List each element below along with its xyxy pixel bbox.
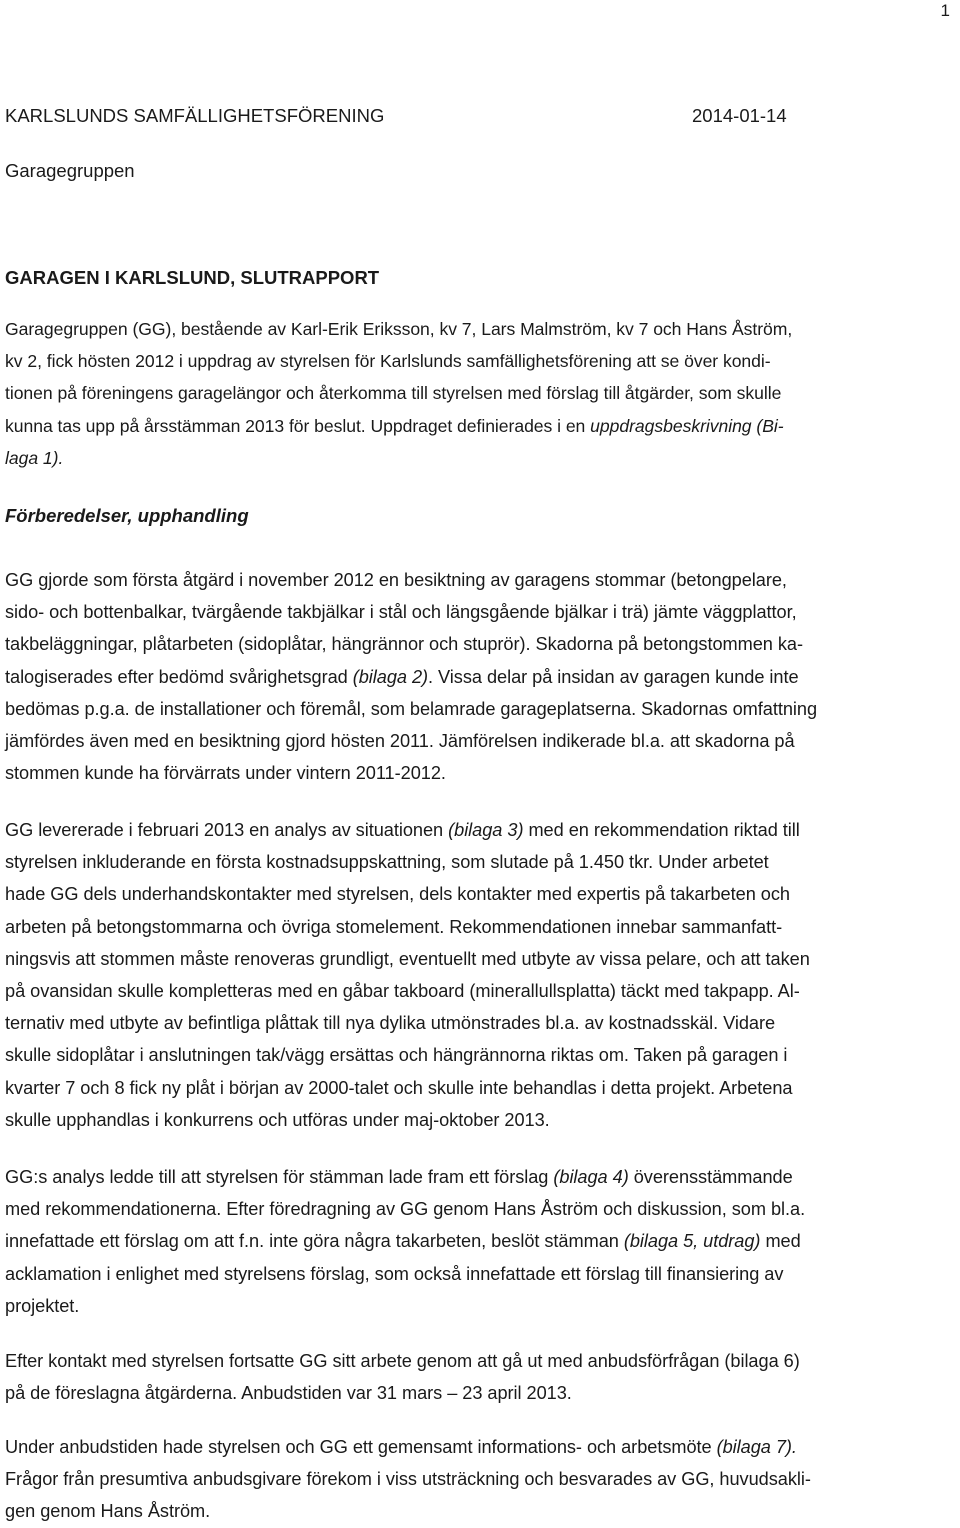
text-line: ningsvis att stommen måste renoveras grundligt, eventuellt med utbyte av vissa pelare, och att taken — [5, 948, 810, 969]
text-line: med rekommendationerna. Efter föredragning av GG genom Hans Åström och diskussion, som bl.a. — [5, 1199, 806, 1220]
text-line: skulle sidoplåtar i anslutningen tak/vägg ersättas och hängrännorna riktas om. Taken på garagen i — [5, 1045, 788, 1066]
text-line: GG levererade i februari 2013 en analys av situationen (bilaga 3) med en rekommendation riktad till — [5, 820, 800, 840]
paragraph-proposal — [5, 1161, 805, 1322]
paragraph-tender-period — [5, 1431, 811, 1528]
appendix-reference: (bilaga 5, utdrag) — [623, 1231, 761, 1252]
text-line: arbeten på betongstommarna och övriga stomelement. Rekommendationen innebar sammanfatt- — [5, 916, 783, 937]
text-line: acklamation i enlighet med styrelsens förslag, som också innefattade ett förslag till finansiering av — [5, 1263, 784, 1284]
text-line: Efter kontakt med styrelsen fortsatte GG sitt arbete genom att gå ut med anbudsförfrågan (bilaga 6) — [5, 1351, 800, 1371]
text-line: innefattade ett förslag om att f.n. inte göra några takarbeten, beslöt stämman (bilaga 5, utdrag) med — [5, 1231, 801, 1252]
text-line: hade GG dels underhandskontakter med styrelsen, dels kontakter med expertis på takarbeten och — [5, 884, 790, 905]
text-line: ternativ med utbyte av befintliga plåttak till nya dylika utmönstrades bl.a. av kostnadsskäl. Vidare — [5, 1013, 776, 1034]
organization-name: KARLSLUNDS SAMFÄLLIGHETSFÖRENING — [5, 105, 385, 126]
text-line: skulle upphandlas i konkurrens och utföras under maj-oktober 2013. — [5, 1109, 550, 1130]
text-line: kvarter 7 och 8 fick ny plåt i början av 2000-talet och skulle inte behandlas i detta projekt. Arbetena — [5, 1077, 793, 1098]
text-line: tionen på föreningens garagelängor och återkomma till styrelsen med förslag till åtgärder, som skulle — [5, 383, 782, 404]
paragraph-tender — [5, 1345, 800, 1409]
appendix-reference: (bilaga 2) — [352, 666, 429, 687]
appendix-reference: (bilaga 4) — [553, 1167, 629, 1187]
text-line: kunna tas upp på årsstämman 2013 för beslut. Uppdraget definierades i en uppdragsbeskrivning (Bi- — [5, 415, 784, 436]
text-line: stommen kunde ha förvärrats under vintern 2011-2012. — [5, 763, 446, 784]
document-date: 2014-01-14 — [692, 105, 787, 126]
document-title: GARAGEN I KARLSLUND, SLUTRAPPORT — [5, 267, 380, 288]
text-line: takbeläggningar, plåtarbeten (sidoplåtar, hängrännor och stuprör). Skadorna på betongstommen ka- — [5, 634, 803, 655]
paragraph-inspection — [5, 564, 817, 789]
page-number: 1 — [940, 1, 950, 20]
text-line: sido- och bottenbalkar, tvärgående takbjälkar i stål och längsgående bjälkar i trä) jämte väggplattor, — [5, 602, 797, 623]
text-line: Under anbudstiden hade styrelsen och GG ett gemensamt informations- och arbetsmöte (bilaga 7). — [5, 1437, 797, 1457]
intro-paragraph — [5, 313, 960, 474]
appendix-reference: (bilaga 3) — [448, 820, 524, 840]
section-heading: Förberedelser, upphandling — [5, 505, 249, 526]
appendix-reference: uppdragsbeskrivning (Bi- — [590, 415, 784, 436]
text-line: GG gjorde som första åtgärd i november 2012 en besiktning av garagens stommar (betongpelare, — [5, 570, 787, 590]
appendix-reference: laga 1). — [5, 447, 64, 468]
group-name: Garagegruppen — [5, 160, 135, 181]
paragraph-analysis — [5, 814, 810, 1136]
text-line: Frågor från presumtiva anbudsgivare förekom i viss utsträckning och besvarades av GG, huvudsakli- — [5, 1469, 811, 1490]
text-line: talogiserades efter bedömd svårighetsgrad (bilaga 2). Vissa delar på insidan av garagen kunde inte — [5, 666, 799, 687]
text-line: Garagegruppen (GG), bestående av Karl-Erik Eriksson, kv 7, Lars Malmström, kv 7 och Hans Åström, — [5, 319, 793, 339]
text-line: på de föreslagna åtgärderna. Anbudstiden var 31 mars – 23 april 2013. — [5, 1383, 572, 1404]
text-line: GG:s analys ledde till att styrelsen för stämman lade fram ett förslag (bilaga 4) överensstämmande — [5, 1167, 793, 1187]
text-line: projektet. — [5, 1295, 80, 1316]
text-line: gen genom Hans Åström. — [5, 1501, 211, 1522]
text-line: styrelsen inkluderande en första kostnadsuppskattning, som slutade på 1.450 tkr. Under arbetet — [5, 852, 769, 873]
text-line: jämfördes även med en besiktning gjord hösten 2011. Jämförelsen indikerade bl.a. att skadorna på — [5, 731, 795, 752]
text-line: bedömas p.g.a. de installationer och föremål, som belamrade garageplatserna. Skadornas omfattning — [5, 698, 818, 719]
text-line: kv 2, fick hösten 2012 i uppdrag av styrelsen för Karlslunds samfällighetsförening att se över kondi- — [5, 351, 771, 372]
appendix-reference: (bilaga 7). — [716, 1437, 797, 1457]
text-line: på ovansidan skulle kompletteras med en gåbar takboard (minerallullsplatta) täckt med takpapp. Al- — [5, 981, 800, 1002]
